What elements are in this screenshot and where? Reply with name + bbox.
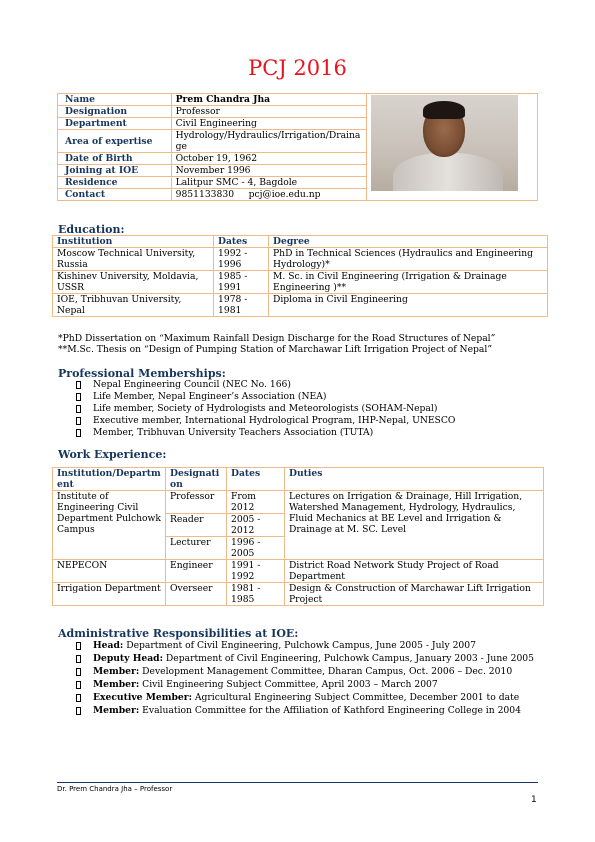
footer-text: Dr. Prem Chandra Jha – Professor bbox=[57, 785, 173, 793]
list-item bbox=[76, 705, 538, 716]
footer-divider bbox=[57, 782, 538, 783]
page-title: PCJ 2016 bbox=[248, 56, 347, 80]
msc-note: **M.Sc. Thesis on “Design of Pumping Station of Marchawar Lift Irrigation Project of Nepal” bbox=[58, 344, 493, 355]
table-cell: 1981 - 1985 bbox=[227, 583, 285, 606]
list-item-text: Department of Civil Engineering, Pulchowk Campus, June 2005 - July 2007 bbox=[126, 640, 476, 651]
table-cell: M. Sc. in Civil Engineering (Irrigation & Drainage Engineering )** bbox=[269, 271, 548, 294]
profile-table bbox=[57, 93, 538, 201]
education-heading: Education: bbox=[58, 223, 125, 236]
profile-value: Hydrology/Hydraulics/Irrigation/Drainage bbox=[171, 130, 367, 153]
list-item-text: Executive member, International Hydrological Program, IHP-Nepal, UNESCO bbox=[93, 414, 456, 426]
profile-label: Date of Birth bbox=[58, 153, 172, 165]
table-cell: Lectures on Irrigation & Drainage, Hill Irrigation, Watershed Management, Hydrology, Hydraulics, Fluid Mechanics at BE Level and Irrigation & Drainage at M. SC. Level bbox=[285, 491, 544, 560]
column-header: Degree bbox=[269, 236, 548, 248]
table-row bbox=[53, 491, 544, 514]
page-number: 1 bbox=[531, 795, 537, 805]
column-header: Designation bbox=[166, 468, 227, 491]
list-item bbox=[76, 640, 538, 651]
table-cell: Irrigation Department bbox=[53, 583, 166, 606]
profile-label: Department bbox=[58, 118, 172, 130]
table-cell: 1978 - 1981 bbox=[214, 294, 269, 317]
bullet-box-icon bbox=[76, 417, 81, 425]
profile-label: Name bbox=[58, 94, 172, 106]
profile-label: Area of expertise bbox=[58, 130, 172, 153]
list-item bbox=[76, 679, 538, 690]
table-cell: 1991 - 1992 bbox=[227, 560, 285, 583]
list-item bbox=[76, 403, 455, 415]
profile-label: Joining at IOE bbox=[58, 165, 172, 177]
list-item-text: Evaluation Committee for the Affiliation of Kathford Engineering College in 2004 bbox=[142, 705, 521, 716]
bullet-box-icon bbox=[76, 642, 81, 650]
profile-value: October 19, 1962 bbox=[171, 153, 367, 165]
table-cell: PhD in Technical Sciences (Hydraulics and Engineering Hydrology)* bbox=[269, 248, 548, 271]
work-table bbox=[52, 467, 544, 606]
profile-value: 9851133830 pcj@ioe.edu.np bbox=[171, 189, 367, 201]
bullet-box-icon bbox=[76, 393, 81, 401]
list-item bbox=[76, 415, 455, 427]
table-cell: 1992 - 1996 bbox=[214, 248, 269, 271]
profile-label: Residence bbox=[58, 177, 172, 189]
table-cell: From 2012 bbox=[227, 491, 285, 514]
table-cell: Overseer bbox=[166, 583, 227, 606]
list-item-text: Agricultural Engineering Subject Committee, December 2001 to date bbox=[194, 692, 520, 703]
table-cell: Engineer bbox=[166, 560, 227, 583]
list-item-text: Development Management Committee, Dharan Campus, Oct. 2006 – Dec. 2010 bbox=[142, 666, 513, 677]
role-label: Head: bbox=[93, 640, 124, 651]
memberships-list bbox=[76, 379, 455, 439]
table-cell: IOE, Tribhuvan University, Nepal bbox=[53, 294, 214, 317]
list-item bbox=[76, 391, 455, 403]
admin-list bbox=[76, 640, 538, 718]
column-header: Institution bbox=[53, 236, 214, 248]
bullet-box-icon bbox=[76, 655, 81, 663]
table-cell: Kishinev University, Moldavia, USSR bbox=[53, 271, 214, 294]
list-item bbox=[76, 666, 538, 677]
bullet-box-icon bbox=[76, 694, 81, 702]
table-cell: NEPECON bbox=[53, 560, 166, 583]
bullet-box-icon bbox=[76, 381, 81, 389]
table-cell: Diploma in Civil Engineering bbox=[269, 294, 548, 317]
admin-heading: Administrative Responsibilities at IOE: bbox=[58, 627, 299, 640]
column-header: Duties bbox=[285, 468, 544, 491]
table-cell: 1985 - 1991 bbox=[214, 271, 269, 294]
table-cell: Institute of Engineering Civil Department Pulchowk Campus bbox=[53, 491, 166, 560]
list-item bbox=[76, 379, 455, 391]
list-item-text: Member, Tribhuvan University Teachers Association (TUTA) bbox=[93, 426, 374, 438]
column-header: Dates bbox=[214, 236, 269, 248]
bullet-box-icon bbox=[76, 707, 81, 715]
list-item-text: Nepal Engineering Council (NEC No. 166) bbox=[93, 379, 291, 390]
list-item-text: Life member, Society of Hydrologists and Meteorologists (SOHAM-Nepal) bbox=[93, 402, 438, 414]
profile-photo bbox=[371, 95, 518, 191]
table-row bbox=[53, 583, 544, 606]
role-label: Member: bbox=[93, 705, 140, 716]
role-label: Member: bbox=[93, 666, 140, 677]
role-label: Member: bbox=[93, 679, 140, 690]
memberships-heading: Professional Memberships: bbox=[58, 367, 226, 380]
table-header-row bbox=[53, 468, 544, 491]
list-item-text: Life Member, Nepal Engineer’s Association (NEA) bbox=[93, 390, 327, 402]
bullet-box-icon bbox=[76, 681, 81, 689]
table-cell: Lecturer bbox=[166, 537, 227, 560]
table-row bbox=[53, 271, 548, 294]
table-header-row bbox=[53, 236, 548, 248]
column-header: Institution/Department bbox=[53, 468, 166, 491]
role-label: Executive Member: bbox=[93, 692, 192, 703]
table-cell: 2005 - 2012 bbox=[227, 514, 285, 537]
profile-label: Designation bbox=[58, 106, 172, 118]
column-header: Dates bbox=[227, 468, 285, 491]
table-row bbox=[53, 294, 548, 317]
table-cell: District Road Network Study Project of Road Department bbox=[285, 560, 544, 583]
role-label: Deputy Head: bbox=[93, 653, 163, 664]
list-item-text: Civil Engineering Subject Committee, April 2003 – March 2007 bbox=[142, 679, 438, 690]
table-cell: 1996 - 2005 bbox=[227, 537, 285, 560]
bullet-box-icon bbox=[76, 405, 81, 413]
profile-value: Professor bbox=[171, 106, 367, 118]
table-cell: Design & Construction of Marchawar Lift Irrigation Project bbox=[285, 583, 544, 606]
profile-row bbox=[58, 94, 538, 106]
table-row bbox=[53, 560, 544, 583]
work-heading: Work Experience: bbox=[58, 448, 167, 461]
list-item bbox=[76, 653, 538, 664]
profile-label: Contact bbox=[58, 189, 172, 201]
profile-value: November 1996 bbox=[171, 165, 367, 177]
education-table bbox=[52, 235, 548, 317]
photo-cell bbox=[367, 94, 538, 201]
profile-value: Lalitpur SMC - 4, Bagdole bbox=[171, 177, 367, 189]
bullet-box-icon bbox=[76, 429, 81, 437]
phd-note: *PhD Dissertation on “Maximum Rainfall Design Discharge for the Road Structures of Nepal” bbox=[58, 333, 496, 344]
table-row bbox=[53, 248, 548, 271]
table-cell: Professor bbox=[166, 491, 227, 514]
bullet-box-icon bbox=[76, 668, 81, 676]
list-item bbox=[76, 427, 455, 439]
profile-value: Prem Chandra Jha bbox=[171, 94, 367, 106]
table-cell: Reader bbox=[166, 514, 227, 537]
list-item bbox=[76, 692, 538, 703]
list-item-text: Department of Civil Engineering, Pulchowk Campus, January 2003 - June 2005 bbox=[165, 653, 534, 664]
table-cell: Moscow Technical University, Russia bbox=[53, 248, 214, 271]
profile-value: Civil Engineering bbox=[171, 118, 367, 130]
